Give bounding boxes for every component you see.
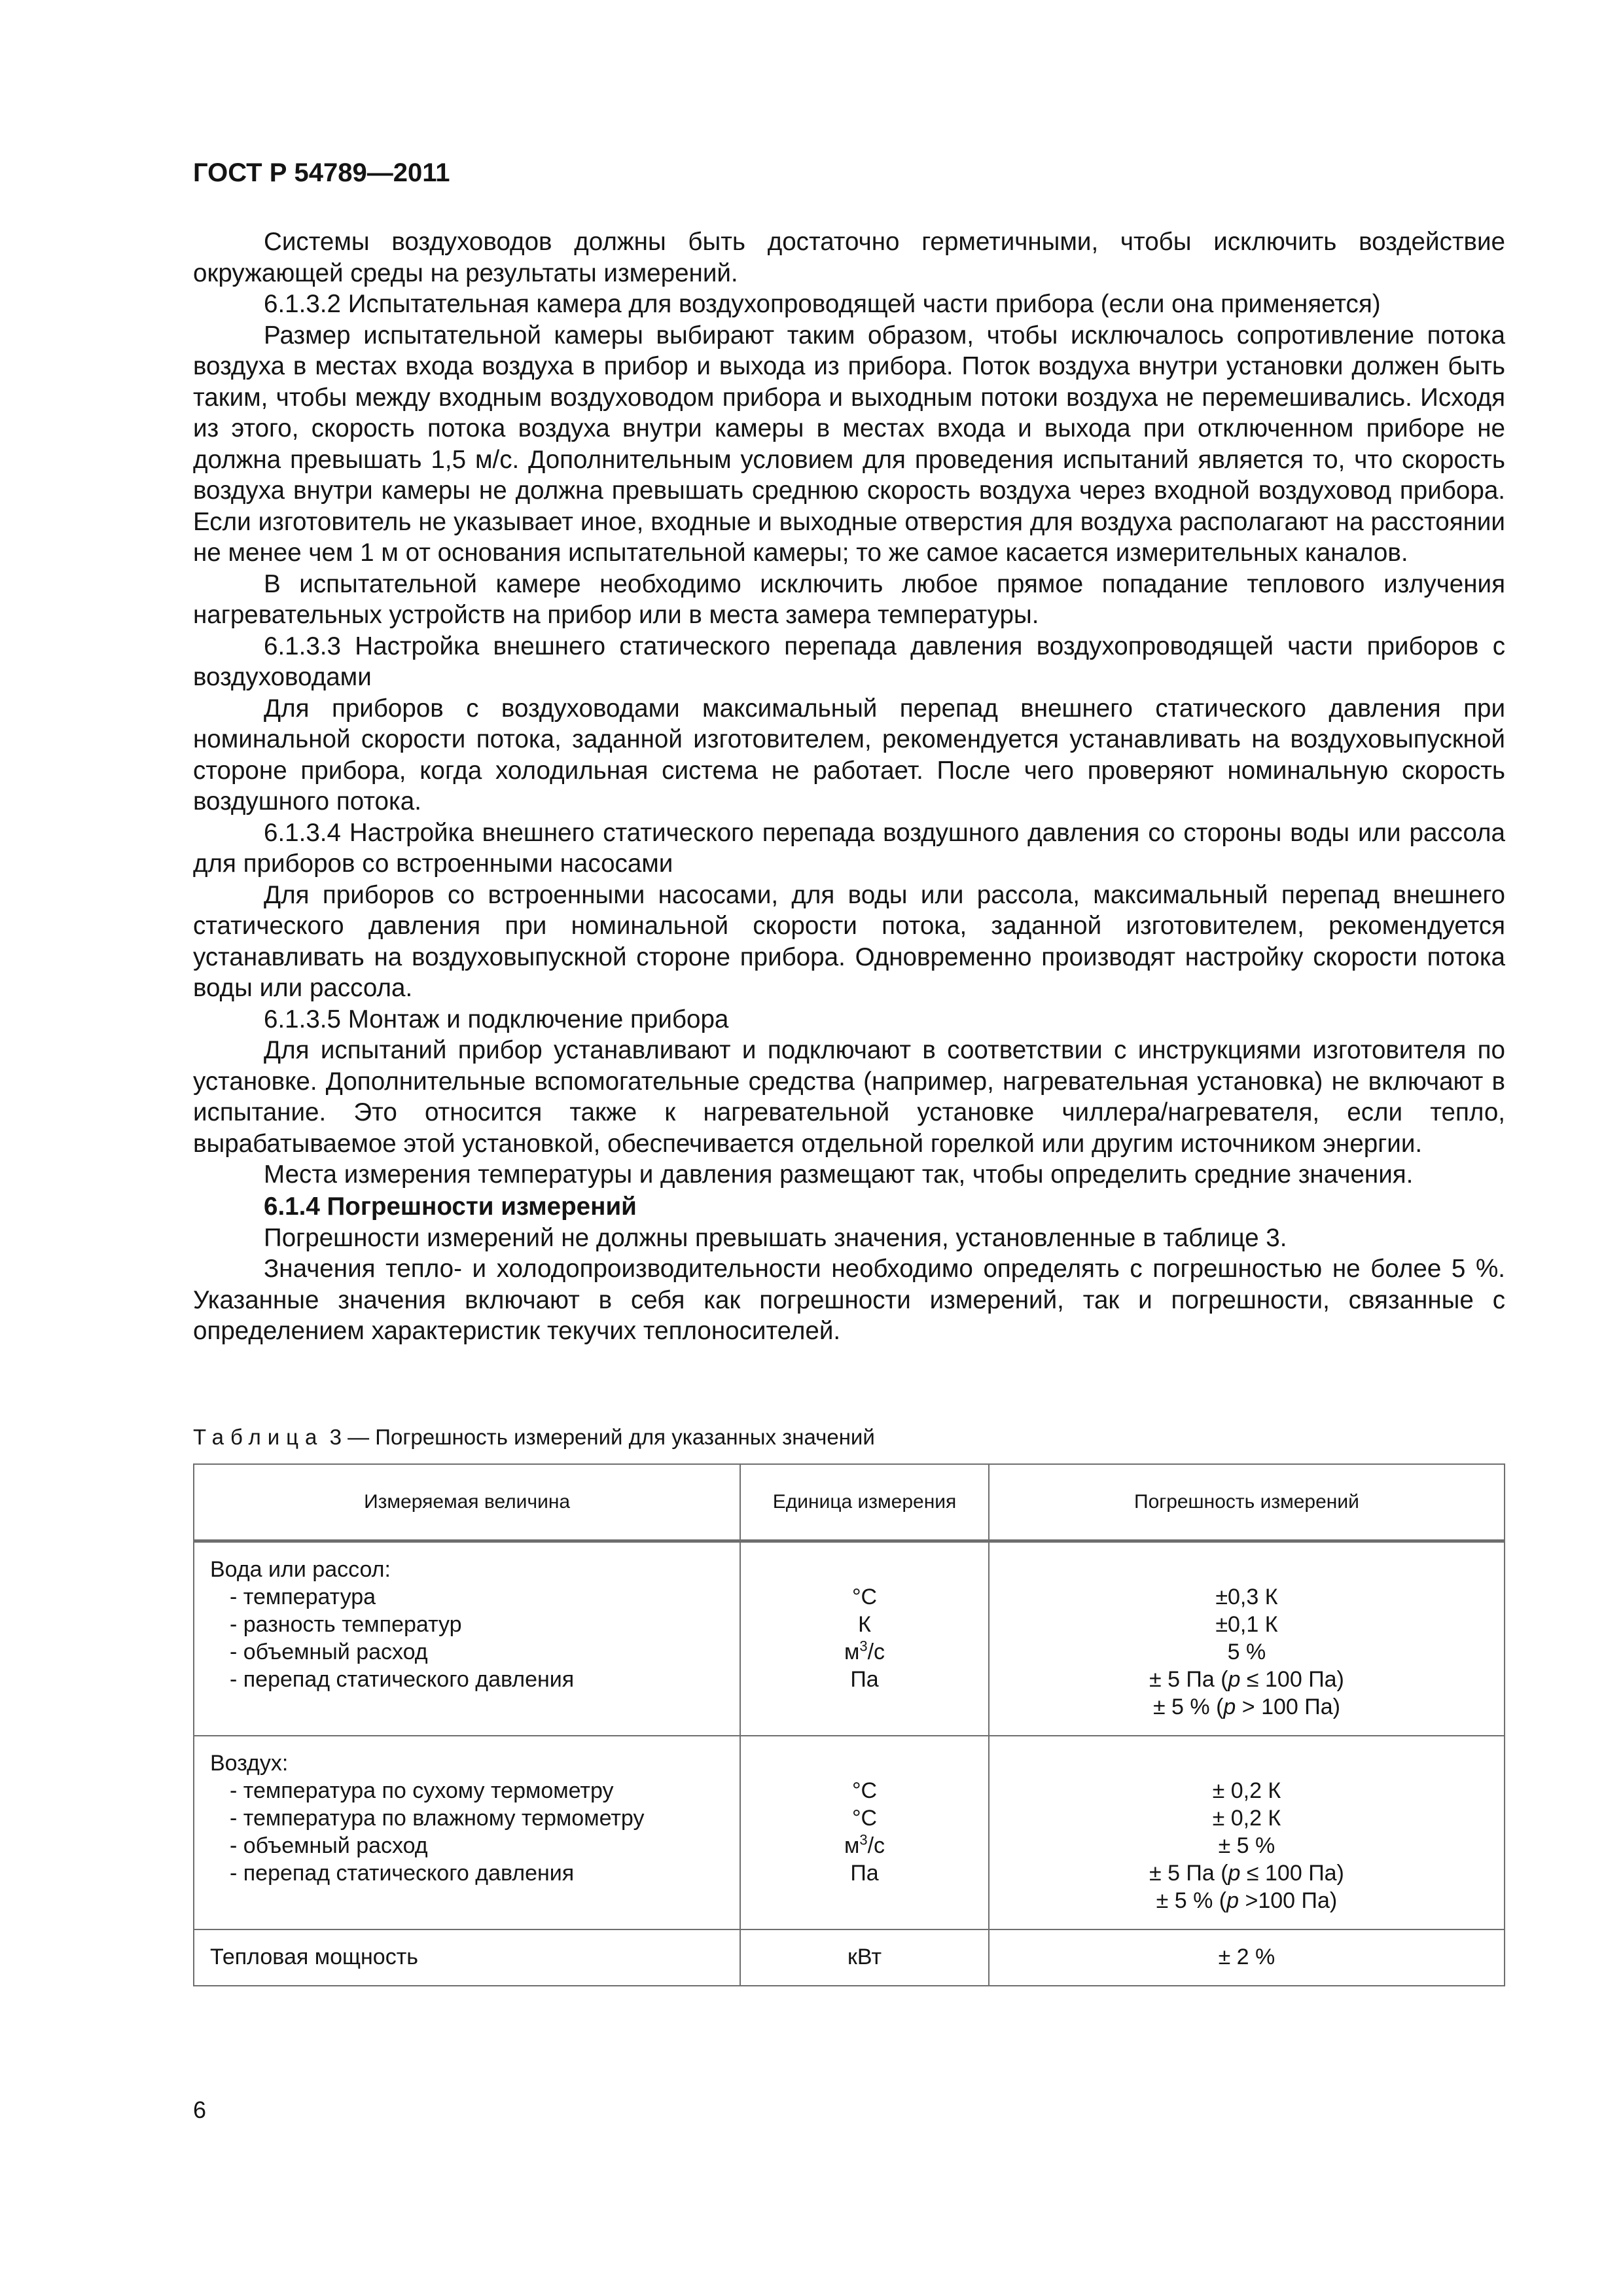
accuracy-value: ± 2 % xyxy=(1218,1944,1275,1969)
unit-value: °С xyxy=(851,1778,878,1803)
header-quantity: Измеряемая величина xyxy=(194,1464,740,1541)
accuracy-value: ±0,1 К xyxy=(1215,1611,1278,1637)
unit-value: Па xyxy=(850,1666,879,1692)
measured-quantity: - перепад статического давления xyxy=(230,1666,575,1692)
accuracy-value: ± 5 % (p > 100 Па) xyxy=(1152,1694,1340,1719)
unit-value: $м^3/с$ xyxy=(844,1831,885,1858)
section-heading: 6.1.4 Погрешности измерений xyxy=(264,1192,637,1221)
unit-value: $м^3/с$ xyxy=(844,1638,885,1664)
paragraph: 6.1.3.4 Настройка внешнего статического перепада воздушного давления со стороны воды или рассола для приборов со встроенными насосами xyxy=(193,818,1505,878)
table-row xyxy=(194,1736,1505,1929)
paragraph: Погрешности измерений не должны превышать значения, установленные в таблице 3. xyxy=(264,1223,1287,1252)
unit-value: кВт xyxy=(847,1944,882,1969)
paragraph: В испытательной камере необходимо исключить любое прямое попадание теплового излучения нагревательных устройств на прибор или в места замера температуры. xyxy=(193,569,1505,629)
unit-cell xyxy=(740,1736,989,1929)
body-text xyxy=(193,226,1505,1347)
superscript: 3 xyxy=(859,1638,868,1655)
unit-value: °С xyxy=(851,1805,878,1831)
paragraph: Места измерения температуры и давления размещают так, чтобы определить средние значения. xyxy=(264,1160,1414,1189)
accuracy-cell xyxy=(989,1736,1505,1929)
accuracy-cell xyxy=(989,1541,1505,1736)
paragraph: 6.1.3.5 Монтаж и подключение прибора xyxy=(264,1005,729,1033)
paragraph: Для приборов с воздуховодами максимальный перепад внешнего статического давления при номинальной скорости потока, заданной изготовителем, рекомендуется устанавливать на воздуховыпускной стороне прибора, когда холодильная система не работает. После чего проверяют номинальную скорость воздушного потока. xyxy=(193,694,1505,816)
group-title: Вода или рассол: xyxy=(210,1556,391,1582)
unit-cell xyxy=(740,1929,989,1986)
table-caption-label: Таблица xyxy=(193,1424,324,1449)
unit-value: °С xyxy=(851,1584,878,1609)
table-header-row xyxy=(194,1464,1505,1541)
accuracy-value: ± 0,2 К xyxy=(1212,1778,1281,1803)
spacer xyxy=(996,1749,1497,1777)
table-row xyxy=(194,1541,1505,1736)
accuracy-value: ± 5 Па (p ≤ 100 Па) xyxy=(1149,1666,1344,1692)
unit-value: К xyxy=(858,1611,871,1637)
page-number: 6 xyxy=(193,2096,207,2123)
pressure-symbol: p xyxy=(1226,1888,1240,1913)
accuracy-cell xyxy=(989,1929,1505,1986)
measured-quantity: - температура по сухому термометру xyxy=(230,1778,614,1803)
superscript: 3 xyxy=(859,1831,868,1848)
group-title: Тепловая мощность xyxy=(210,1944,418,1969)
table-row xyxy=(194,1929,1505,1986)
accuracy-value: 5 % xyxy=(1227,1639,1266,1664)
quantity-cell xyxy=(194,1929,740,1986)
spacer xyxy=(996,1556,1497,1583)
accuracy-value: ±0,3 К xyxy=(1215,1584,1278,1609)
quantity-cell xyxy=(194,1541,740,1736)
measured-quantity: - перепад статического давления xyxy=(230,1860,575,1886)
document-header: ГОСТ Р 54789—2011 xyxy=(193,158,450,187)
paragraph: 6.1.3.2 Испытательная камера для воздухопроводящей части прибора (если она применяется) xyxy=(264,290,1381,318)
paragraph: Системы воздуховодов должны быть достаточно герметичными, чтобы исключить воздействие окружающей среды на результаты измерений. xyxy=(193,228,1505,287)
measured-quantity: - температура по влажному термометру xyxy=(230,1805,645,1831)
group-title: Воздух: xyxy=(210,1750,289,1776)
header-unit: Единица измерения xyxy=(740,1464,989,1541)
pressure-symbol: p xyxy=(1223,1694,1236,1719)
paragraph: Для приборов со встроенными насосами, для воды или рассола, максимальный перепад внешнего статического давления при номинальной скорости потока, заданной изготовителем, рекомендуется устанавливать на воздуховыпускной стороне прибора. Одновременно производят настройку скорости потока воды или рассола. xyxy=(193,880,1505,1002)
paragraph: Размер испытательной камеры выбирают таким образом, чтобы исключалось сопротивление потока воздуха в местах входа воздуха в прибор и выхода из прибора. Поток воздуха внутри установки должен быть таким, чтобы между входным воздуховодом прибора и выходным потоки воздуха не перемешивались. Исходя из этого, скорость потока воздуха внутри камеры в местах входа и выхода при отключенном приборе не должна превышать 1,5 м/с. Дополнительным условием для проведения испытаний является то, что скорость воздуха внутри камеры не должна превышать среднюю скорость воздуха через входной воздуховод прибора. Если изготовитель не указывает иное, входные и выходные отверстия для воздуха располагают на расстоянии не менее чем 1 м от основания испытательной камеры; то же самое касается измерительных каналов. xyxy=(193,321,1505,567)
accuracy-value: ± 5 % (p >100 Па) xyxy=(1156,1888,1338,1913)
accuracy-value: ± 0,2 К xyxy=(1212,1805,1281,1831)
measurement-accuracy-table xyxy=(193,1463,1505,1986)
unit-cell xyxy=(740,1541,989,1736)
paragraph: Для испытаний прибор устанавливают и подключают в соответствии с инструкциями изготовителя по установке. Дополнительные вспомогательные средства (например, нагревательная установка) не включают в испытание. Это относится также к нагревательной установке чиллера/нагревателя, если тепло, вырабатываемое этой установкой, обеспечивается отдельной горелкой или другим источником энергии. xyxy=(193,1036,1505,1158)
measured-quantity: - температура xyxy=(230,1584,376,1609)
pressure-symbol: p xyxy=(1228,1666,1241,1692)
header-accuracy: Погрешность измерений xyxy=(989,1464,1505,1541)
measured-quantity: - объемный расход xyxy=(230,1639,428,1664)
quantity-cell xyxy=(194,1736,740,1929)
table-caption xyxy=(193,1424,1505,1450)
spacer xyxy=(747,1749,982,1777)
table-caption-text: 3 — Погрешность измерений для указанных значений xyxy=(329,1424,875,1449)
pressure-symbol: p xyxy=(1228,1860,1241,1886)
paragraph: 6.1.3.3 Настройка внешнего статического перепада давления воздухопроводящей части приборов с воздуховодами xyxy=(193,632,1505,691)
spacer xyxy=(747,1556,982,1583)
unit-value: Па xyxy=(850,1860,879,1886)
paragraph: Значения тепло- и холодопроизводительности необходимо определять с погрешностью не более 5 %. Указанные значения включают в себя как погрешности измерений, так и погрешности, связанные с определением характеристик текучих теплоносителей. xyxy=(193,1255,1505,1345)
document-page xyxy=(193,157,1505,1986)
accuracy-value: ± 5 % xyxy=(1218,1833,1275,1858)
measured-quantity: - разность температур xyxy=(230,1611,462,1637)
measured-quantity: - объемный расход xyxy=(230,1833,428,1858)
accuracy-value: ± 5 Па (p ≤ 100 Па) xyxy=(1149,1860,1344,1886)
